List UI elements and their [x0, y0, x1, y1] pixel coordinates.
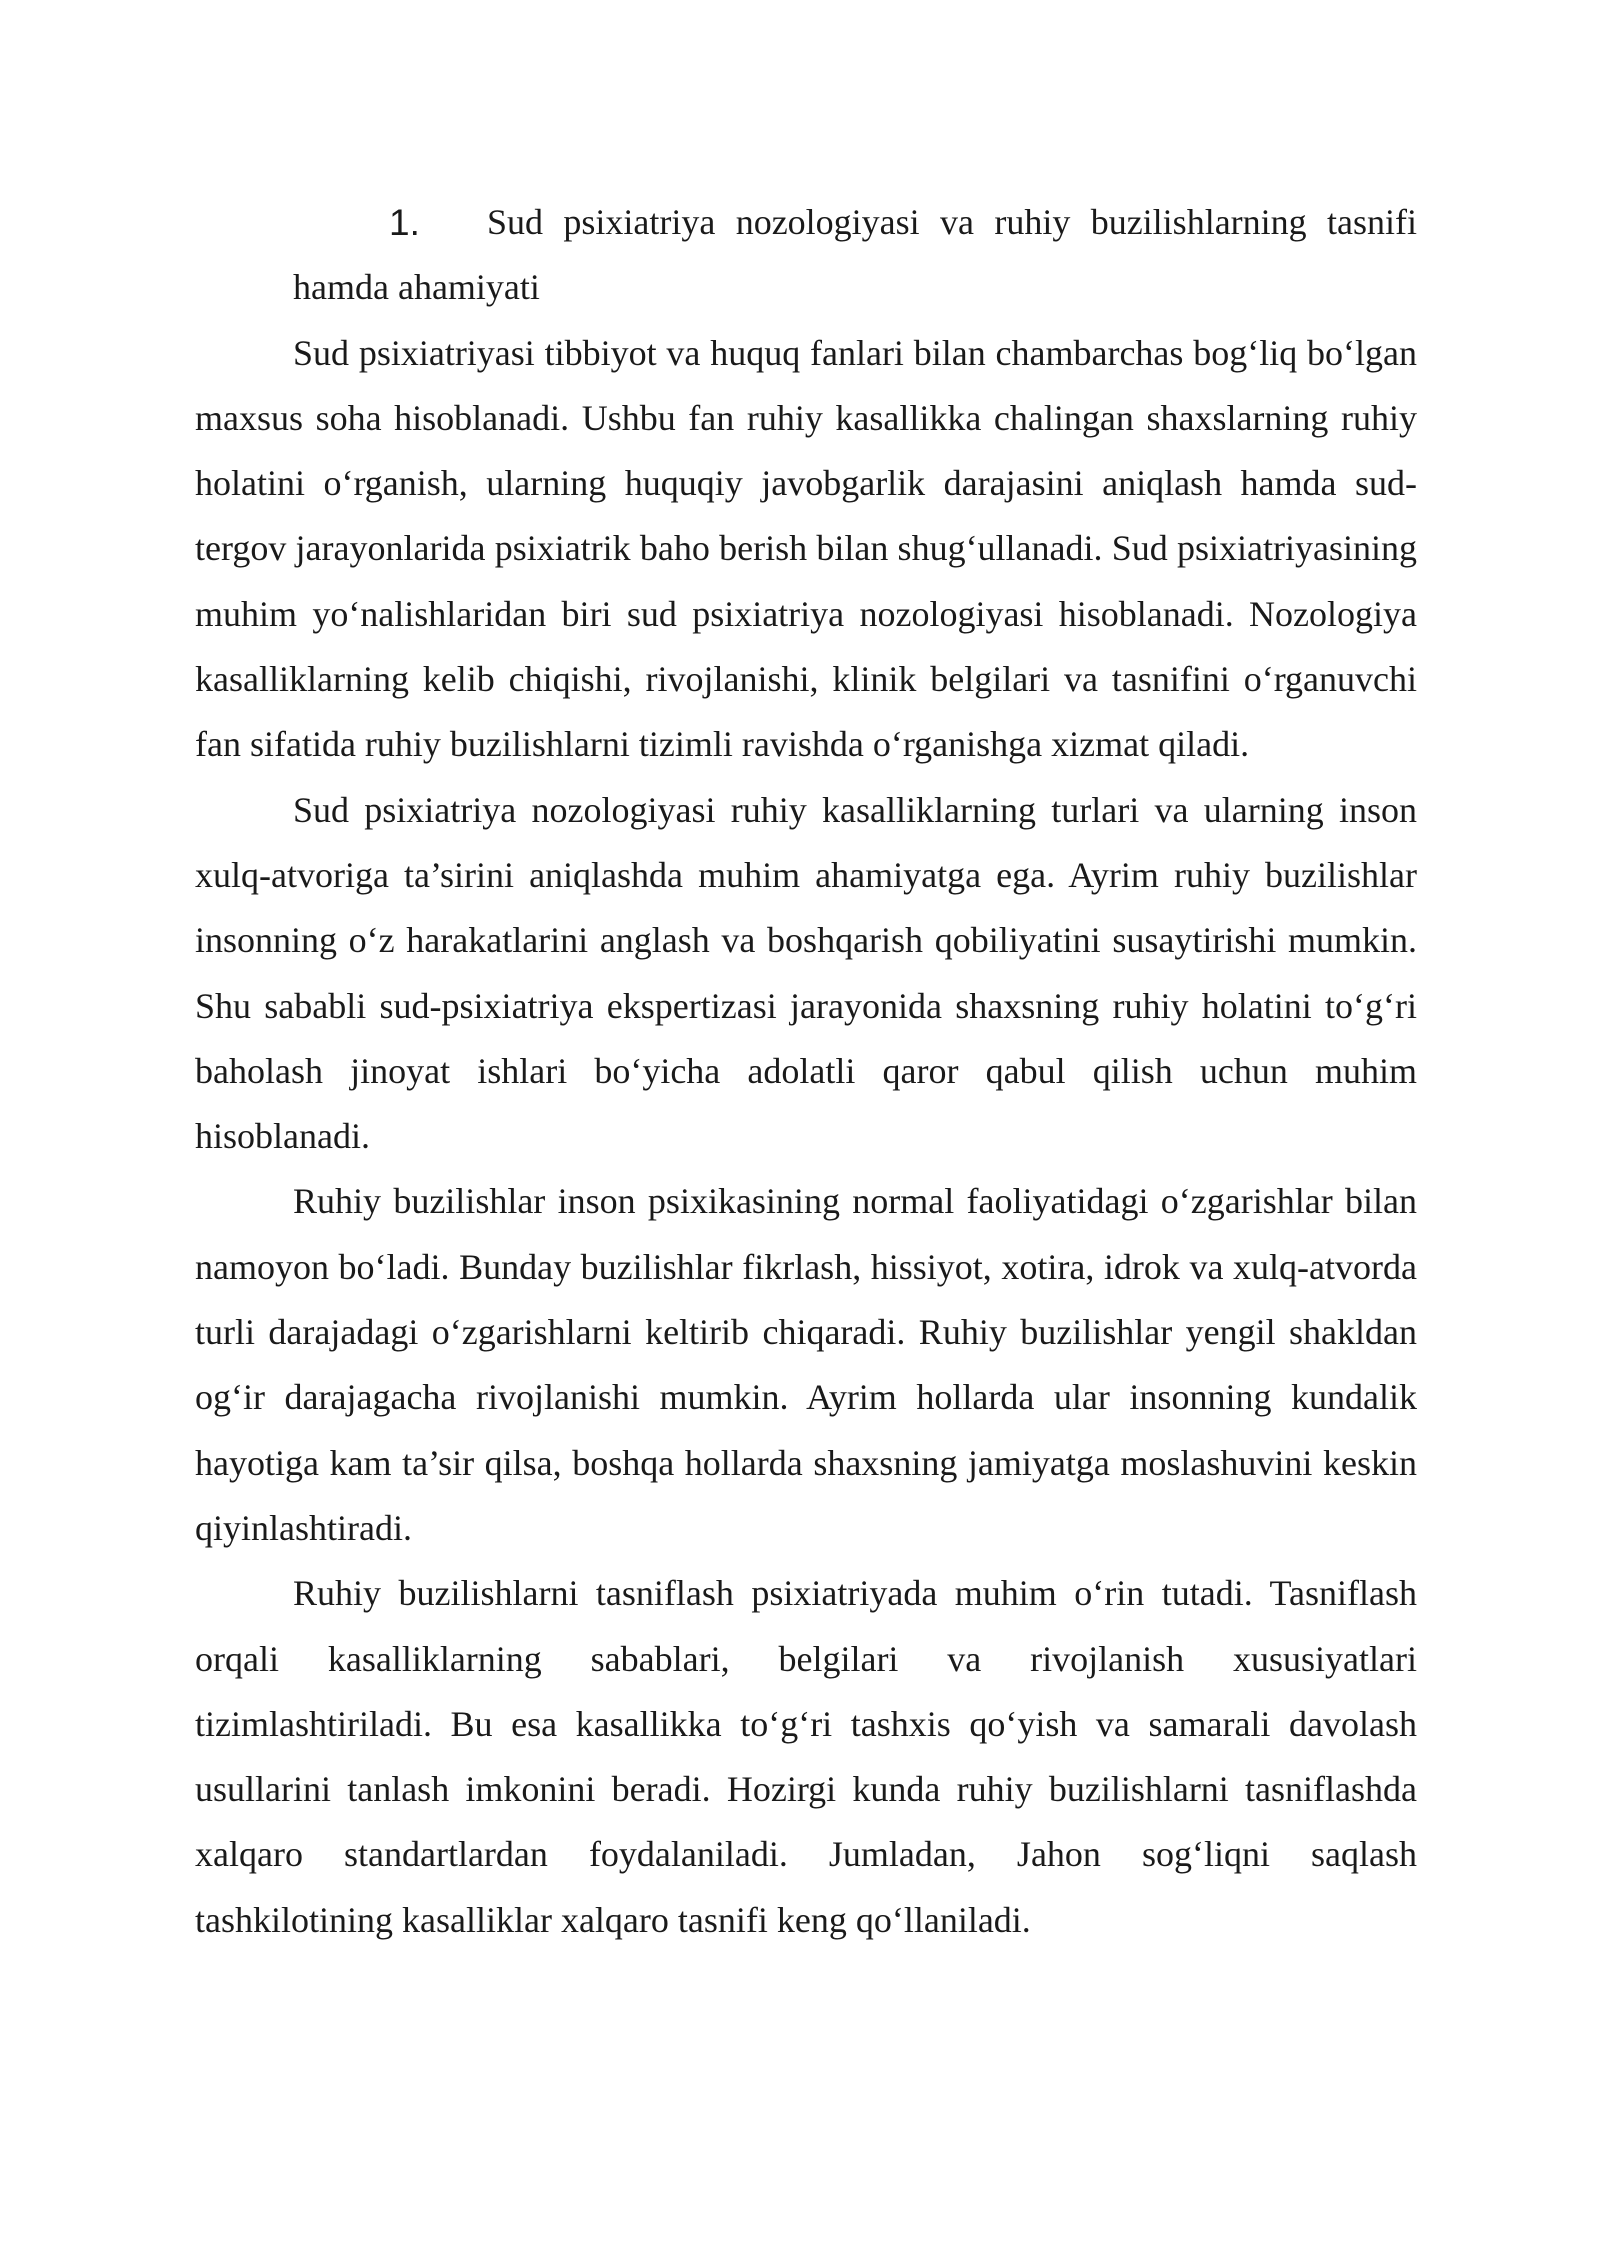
paragraph-2: Sud psixiatriya nozologiyasi ruhiy kasalliklarning turlari va ularning inson xulq-atvoriga ta’sirini aniqlashda muhim ahamiyatga ega. Ayrim ruhiy buzilishlar insonning o‘z harakatlarini anglash va boshqarish qobiliyatini susaytirishi mumkin. Shu sababli sud-psixiatriya ekspertizasi jarayonida shaxsning ruhiy holatini to‘g‘ri baholash jinoyat ishlari bo‘yicha adolatli qaror qabul qilish uchun muhim hisoblanadi. — [195, 789, 1417, 1157]
paragraph-1: Sud psixiatriyasi tibbiyot va huquq fanlari bilan chambarchas bog‘liq bo‘lgan maxsus soha hisoblanadi. Ushbu fan ruhiy kasallikka chalingan shaxslarning ruhiy holatini o‘rganish, ularning huquqiy javobgarlik darajasini aniqlash hamda sud-tergov jarayonlarida psixiatrik baho berish bilan shug‘ullanadi. Sud psixiatriyasining muhim yo‘nalishlaridan biri sud psixiatriya nozologiyasi hisoblanadi. Nozologiya kasalliklarning kelib chiqishi, rivojlanishi, klinik belgilari va tasnifini o‘rganuvchi fan sifatida ruhiy buzilishlarni tizimli ravishda o‘rganishga xizmat qiladi. — [195, 332, 1417, 765]
paragraph-4: Ruhiy buzilishlarni tasniflash psixiatriyada muhim o‘rin tutadi. Tasniflash orqali kasalliklarning sabablari, belgilari va rivojlanish xususiyatlari tizimlashtiriladi. Bu esa kasallikka to‘g‘ri tashxis qo‘yish va samarali davolash usullarini tanlash imkonini beradi. Hozirgi kunda ruhiy buzilishlarni tasniflashda xalqaro standartlardan foydalaniladi. Jumladan, Jahon sog‘liqni saqlash tashkilotining kasalliklar xalqaro tasnifi keng qo‘llaniladi. — [195, 1573, 1417, 1940]
section-number: 1. — [389, 202, 420, 243]
section-heading — [195, 190, 1417, 321]
section-title-line-1: Sud psixiatriya nozologiyasi va ruhiy buzilishlarning tasnifi — [487, 202, 1417, 242]
paragraph-3: Ruhiy buzilishlar inson psixikasining normal faoliyatidagi o‘zgarishlar bilan namoyon bo‘ladi. Bunday buzilishlar fikrlash, hissiyot, xotira, idrok va xulq-atvorda turli darajadagi o‘zgarishlarni keltirib chiqaradi. Ruhiy buzilishlar yengil shakldan og‘ir darajagacha rivojlanishi mumkin. Ayrim hollarda ular insonning kundalik hayotiga kam ta’sir qilsa, boshqa hollarda shaxsning jamiyatga moslashuvini keskin qiyinlashtiradi. — [195, 1181, 1417, 1548]
document-body — [195, 190, 1417, 1953]
section-title-line-2: hamda ahamiyati — [293, 267, 540, 308]
